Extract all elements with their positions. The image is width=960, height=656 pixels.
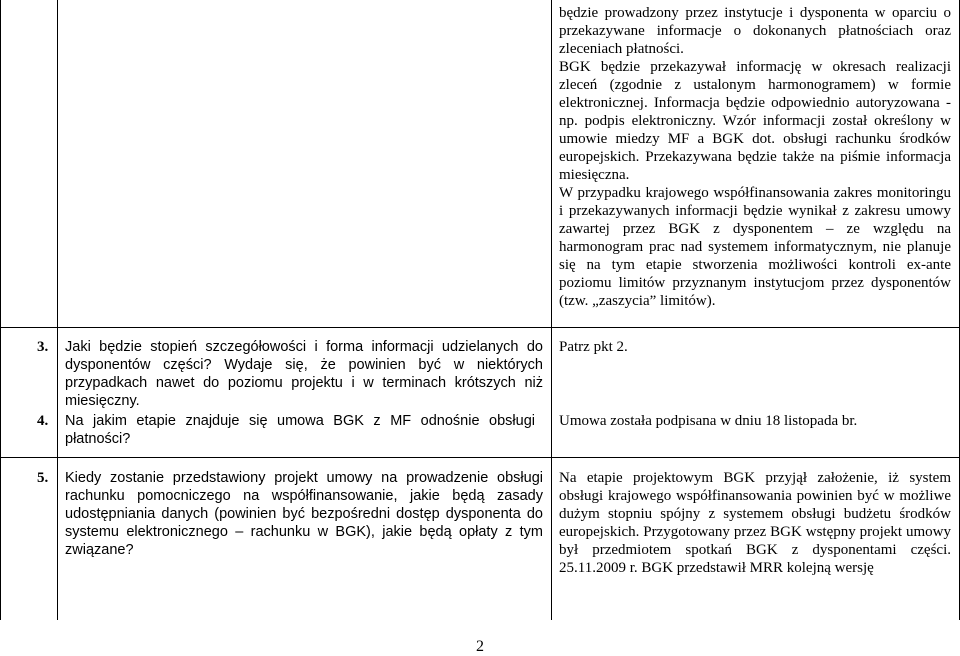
question-text: Na jakim etapie znajduje się umowa BGK z MF odnośnie obsługi płatności? xyxy=(65,413,535,447)
answer-paragraph: będzie prowadzony przez instytucje i dysponenta w oparciu o przekazywane informacje o dokonanych płatnościach oraz zleceniach płatności. xyxy=(559,5,951,57)
row-divider-2-3 xyxy=(0,327,960,328)
question-number: 4. xyxy=(37,413,49,429)
answer-text: Patrz pkt 2. xyxy=(559,339,628,355)
column-divider-answer xyxy=(551,0,552,620)
answer-text: Na etapie projektowym BGK przyjął założenie, iż system obsługi krajowego współfinansowania powinien być w możliwe dużym stopniu spójny z systemem obsługi budżetu środków europejskich. Przygotowany przez BGK wstępny projekt umowy był przedmiotem spotkań BGK z dysponentami części. 25.11.2009 r. BGK przedstawił MRR kolejną wersję xyxy=(559,470,951,576)
page-number: 2 xyxy=(476,638,484,655)
question-number: 5. xyxy=(37,470,49,486)
answer-cell-2-continued xyxy=(559,4,951,310)
answer-paragraph: W przypadku krajowego współfinansowania zakres monitoringu i przekazywanych informacji będzie wynikał z zakresu umowy zawartej przez BGK z dysponentem – ze względu na harmonogram prac nad systemem informatycznym, nie planuje się na tym etapie stworzenia możliwości kontroli ex-ante poziomu limitów przyznanym instytucjom przez dysponentów (tzw. „zaszycia” limitów). xyxy=(559,185,951,309)
column-divider-number xyxy=(57,0,58,620)
answer-text: Umowa została podpisana w dniu 18 listopada br. xyxy=(559,413,858,429)
row-divider-4-5 xyxy=(0,457,960,458)
question-text: Jaki będzie stopień szczegółowości i forma informacji udzielanych do dysponentów części? Wydaje się, że powinien być w niektórych przypadkach nawet do poziomu projektu i w terminach krótszych niż miesięczny. xyxy=(65,339,543,409)
table-left-border xyxy=(0,0,1,620)
question-text: Kiedy zostanie przedstawiony projekt umowy na prowadzenie obsługi rachunku pomocniczego na współfinansowanie, jakie będą zasady udostępniania danych (powinien być bezpośredni dostęp dysponenta do systemu elektronicznego – rachunku w BGK), jakie będą opłaty z tym związane? xyxy=(65,470,543,558)
question-number: 3. xyxy=(37,339,49,355)
answer-paragraph: BGK będzie przekazywał informację w okresach realizacji zleceń (zgodnie z ustalonym harmonogramem) w formie elektronicznej. Informacja będzie odpowiednio autoryzowana - np. podpis elektroniczny. Wzór informacji został określony w umowie miedzy MF a BGK dot. obsługi rachunku środków europejskich. Przekazywana będzie także na piśmie informacja miesięczna. xyxy=(559,59,951,183)
